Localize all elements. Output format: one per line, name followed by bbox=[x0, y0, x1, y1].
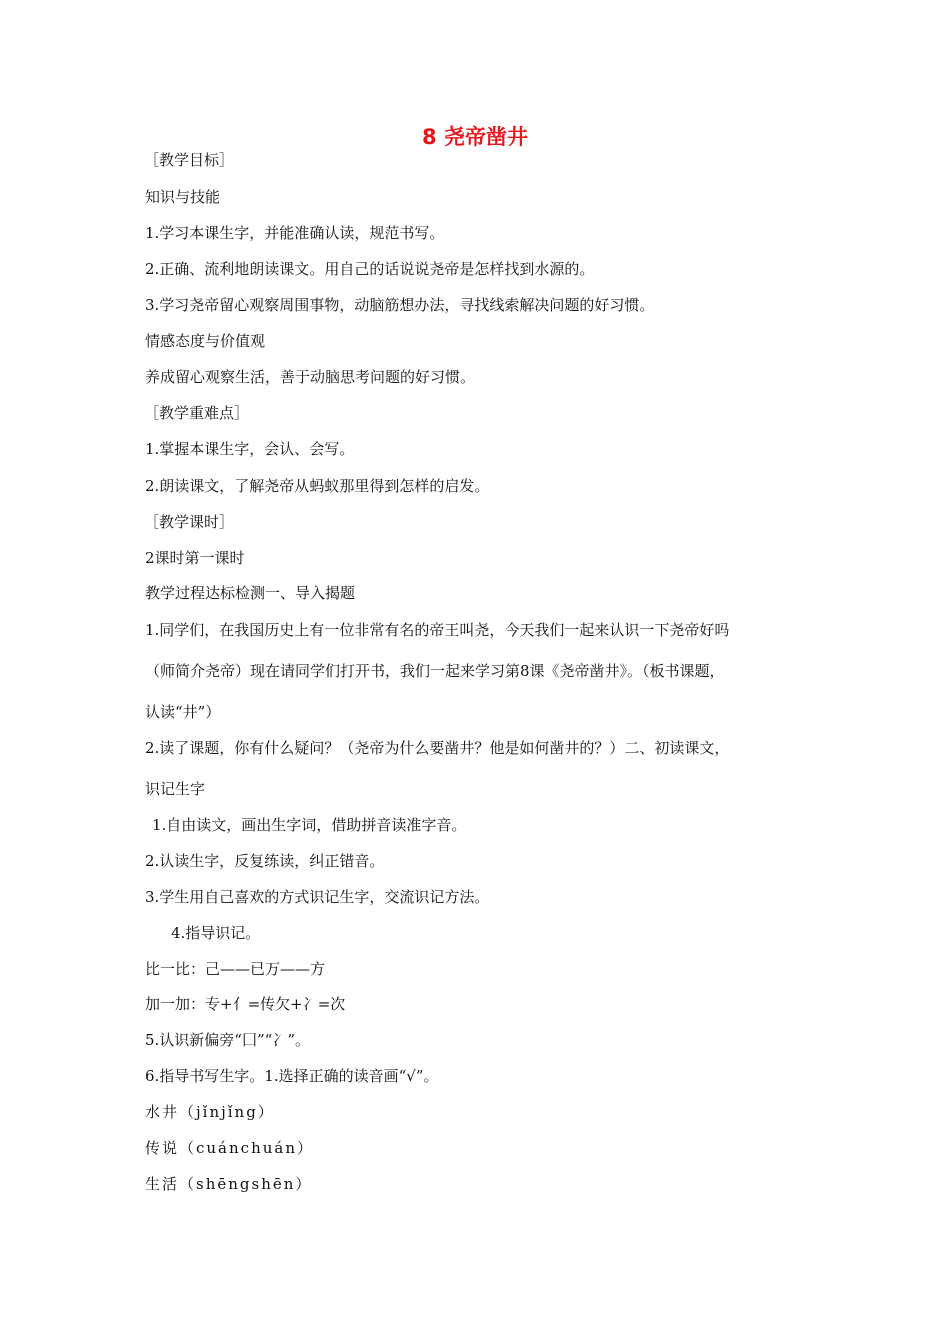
document-title: 8 尧帝凿井 bbox=[422, 125, 528, 149]
section-heading-objectives: ［教学目标］ bbox=[144, 151, 235, 169]
section-heading-key-points: ［教学重难点］ bbox=[144, 404, 250, 422]
compare-line: 比一比：己——已万——方 bbox=[145, 960, 326, 978]
hours-text: 2课时第一课时 bbox=[145, 549, 245, 567]
add-line: 加一加：专+亻=传欠+冫=次 bbox=[145, 995, 346, 1013]
section-heading-hours: ［教学课时］ bbox=[144, 513, 235, 531]
key-point-2: 2.朗读课文，了解尧帝从蚂蚁那里得到怎样的启发。 bbox=[145, 477, 490, 495]
process-heading: 教学过程达标检测一、导入揭题 bbox=[145, 584, 356, 602]
key-point-1: 1.掌握本课生字，会认、会写。 bbox=[145, 440, 355, 458]
process-step-1-line-2: （师简介尧帝）现在请同学们打开书，我们一起来学习第8课《尧帝凿井》。（板书课题， bbox=[145, 662, 725, 680]
pinyin-item-3: 生活（shēngshēn） bbox=[145, 1175, 313, 1193]
pinyin-item-2: 传说（cuánchuán） bbox=[145, 1139, 314, 1157]
reading-step-5: 5.认识新偏旁“囗”“冫”。 bbox=[145, 1031, 310, 1049]
process-step-1-line-3: 认读“井”） bbox=[145, 703, 221, 721]
subheading-attitude-values: 情感态度与价值观 bbox=[145, 332, 266, 350]
process-step-1-line-1: 1.同学们，在我国历史上有一位非常有名的帝王叫尧，今天我们一起来认识一下尧帝好吗 bbox=[145, 621, 730, 639]
process-step-2-line-1: 2.读了课题，你有什么疑问？（尧帝为什么要凿井？他是如何凿井的？）二、初读课文， bbox=[145, 739, 730, 757]
reading-step-6: 6.指导书写生字。1.选择正确的读音画“√”。 bbox=[145, 1067, 439, 1085]
objective-item-3: 3.学习尧帝留心观察周围事物，动脑筋想办法，寻找线索解决问题的好习惯。 bbox=[145, 296, 655, 314]
attitude-text: 养成留心观察生活，善于动脑思考问题的好习惯。 bbox=[145, 368, 476, 386]
objective-item-2: 2.正确、流利地朗读课文。用自己的话说说尧帝是怎样找到水源的。 bbox=[145, 260, 595, 278]
reading-step-2: 2.认读生字，反复练读，纠正错音。 bbox=[145, 852, 385, 870]
subheading-knowledge-skills: 知识与技能 bbox=[145, 188, 221, 206]
pinyin-item-1: 水井（jǐnjǐng） bbox=[145, 1103, 275, 1121]
objective-item-1: 1.学习本课生字，并能准确认读，规范书写。 bbox=[145, 224, 445, 242]
reading-step-4: 4.指导识记。 bbox=[171, 924, 261, 942]
process-step-2-line-2: 识记生字 bbox=[145, 780, 206, 798]
reading-step-3: 3.学生用自己喜欢的方式识记生字，交流识记方法。 bbox=[145, 888, 490, 906]
reading-step-1: 1.自由读文，画出生字词，借助拼音读准字音。 bbox=[152, 816, 467, 834]
